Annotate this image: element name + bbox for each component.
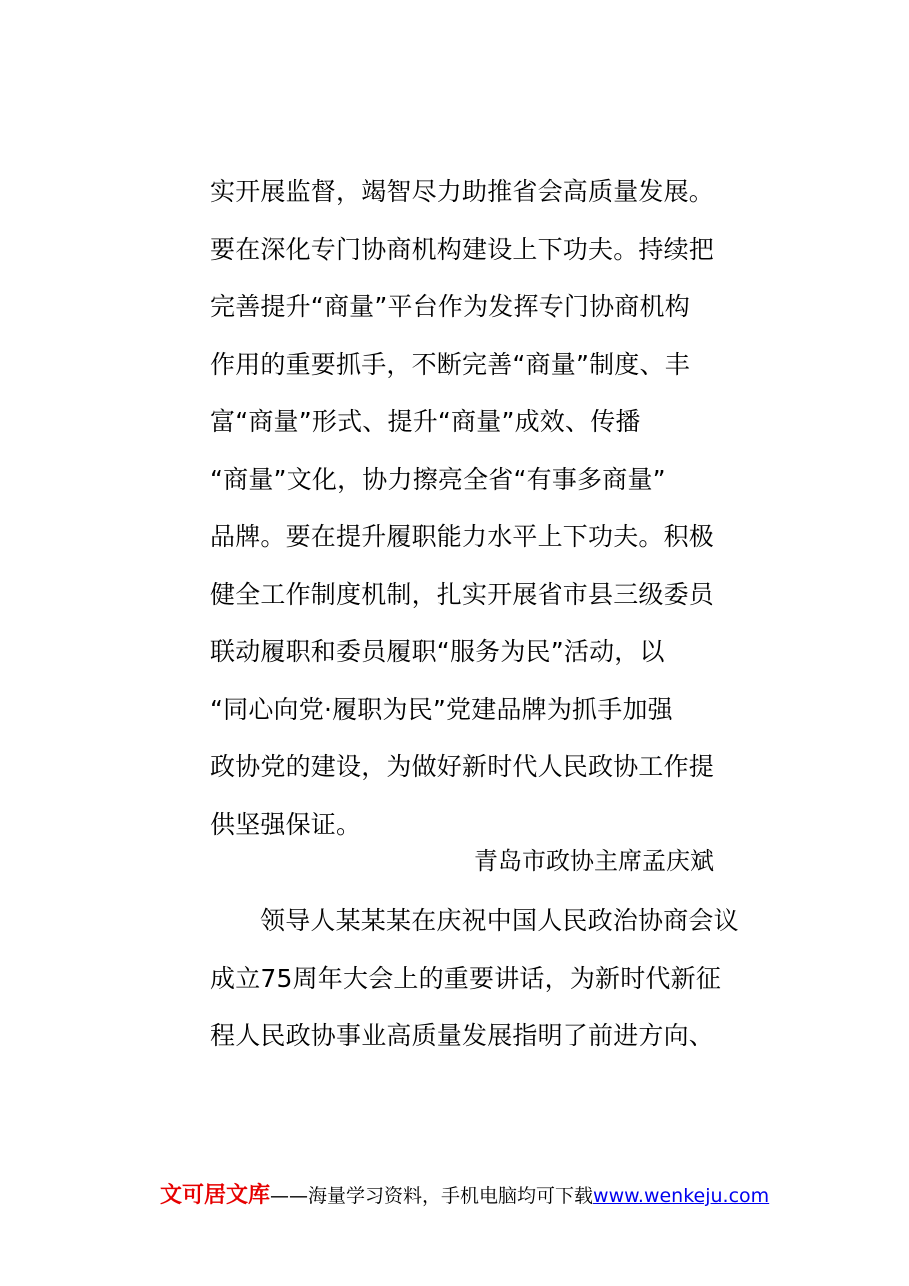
text-line: 领导人某某某在庆祝中国人民政治协商会议 [260,906,739,935]
text-line: 品牌。要在提升履职能力水平上下功夫。积极 [210,522,715,551]
body-text-part2 [210,892,739,1065]
text-line: 完善提升“商量”平台作为发挥专门协商机构 [210,292,690,321]
brand-name: 文可居文库 [160,1183,271,1208]
text-line: 富“商量”形式、提升“商量”成效、传播 [210,407,641,436]
text-line: “同心向党·履职为民”党建品牌为抓手加强 [210,694,673,724]
text-line: “商量”文化，协力擦亮全省“有事多商量” [210,464,666,494]
text-line: 成立75周年大会上的重要讲话，为新时代新征 [210,963,722,993]
text-line: 程人民政协事业高质量发展指明了前进方向、 [210,1021,715,1050]
footer-banner [160,1180,769,1212]
author-signature: 青岛市政协主席孟庆斌 [474,847,714,875]
footer-tagline: ——海量学习资料，手机电脑均可下载 [270,1185,594,1207]
body-text-part1 [210,163,715,853]
text-line: 作用的重要抓手，不断完善“商量”制度、丰 [210,349,690,379]
text-line: 健全工作制度机制，扎实开展省市县三级委员 [210,579,715,609]
text-line: 要在深化专门协商机构建设上下功夫。持续把 [210,234,715,264]
text-line: 供坚强保证。 [210,809,362,839]
text-line: 联动履职和委员履职“服务为民”活动，以 [210,637,665,666]
text-line: 政协党的建设，为做好新时代人民政协工作提 [210,752,715,781]
website-link[interactable]: www.wenkeju.com [593,1185,770,1207]
text-line: 实开展监督，竭智尽力助推省会高质量发展。 [210,177,715,206]
